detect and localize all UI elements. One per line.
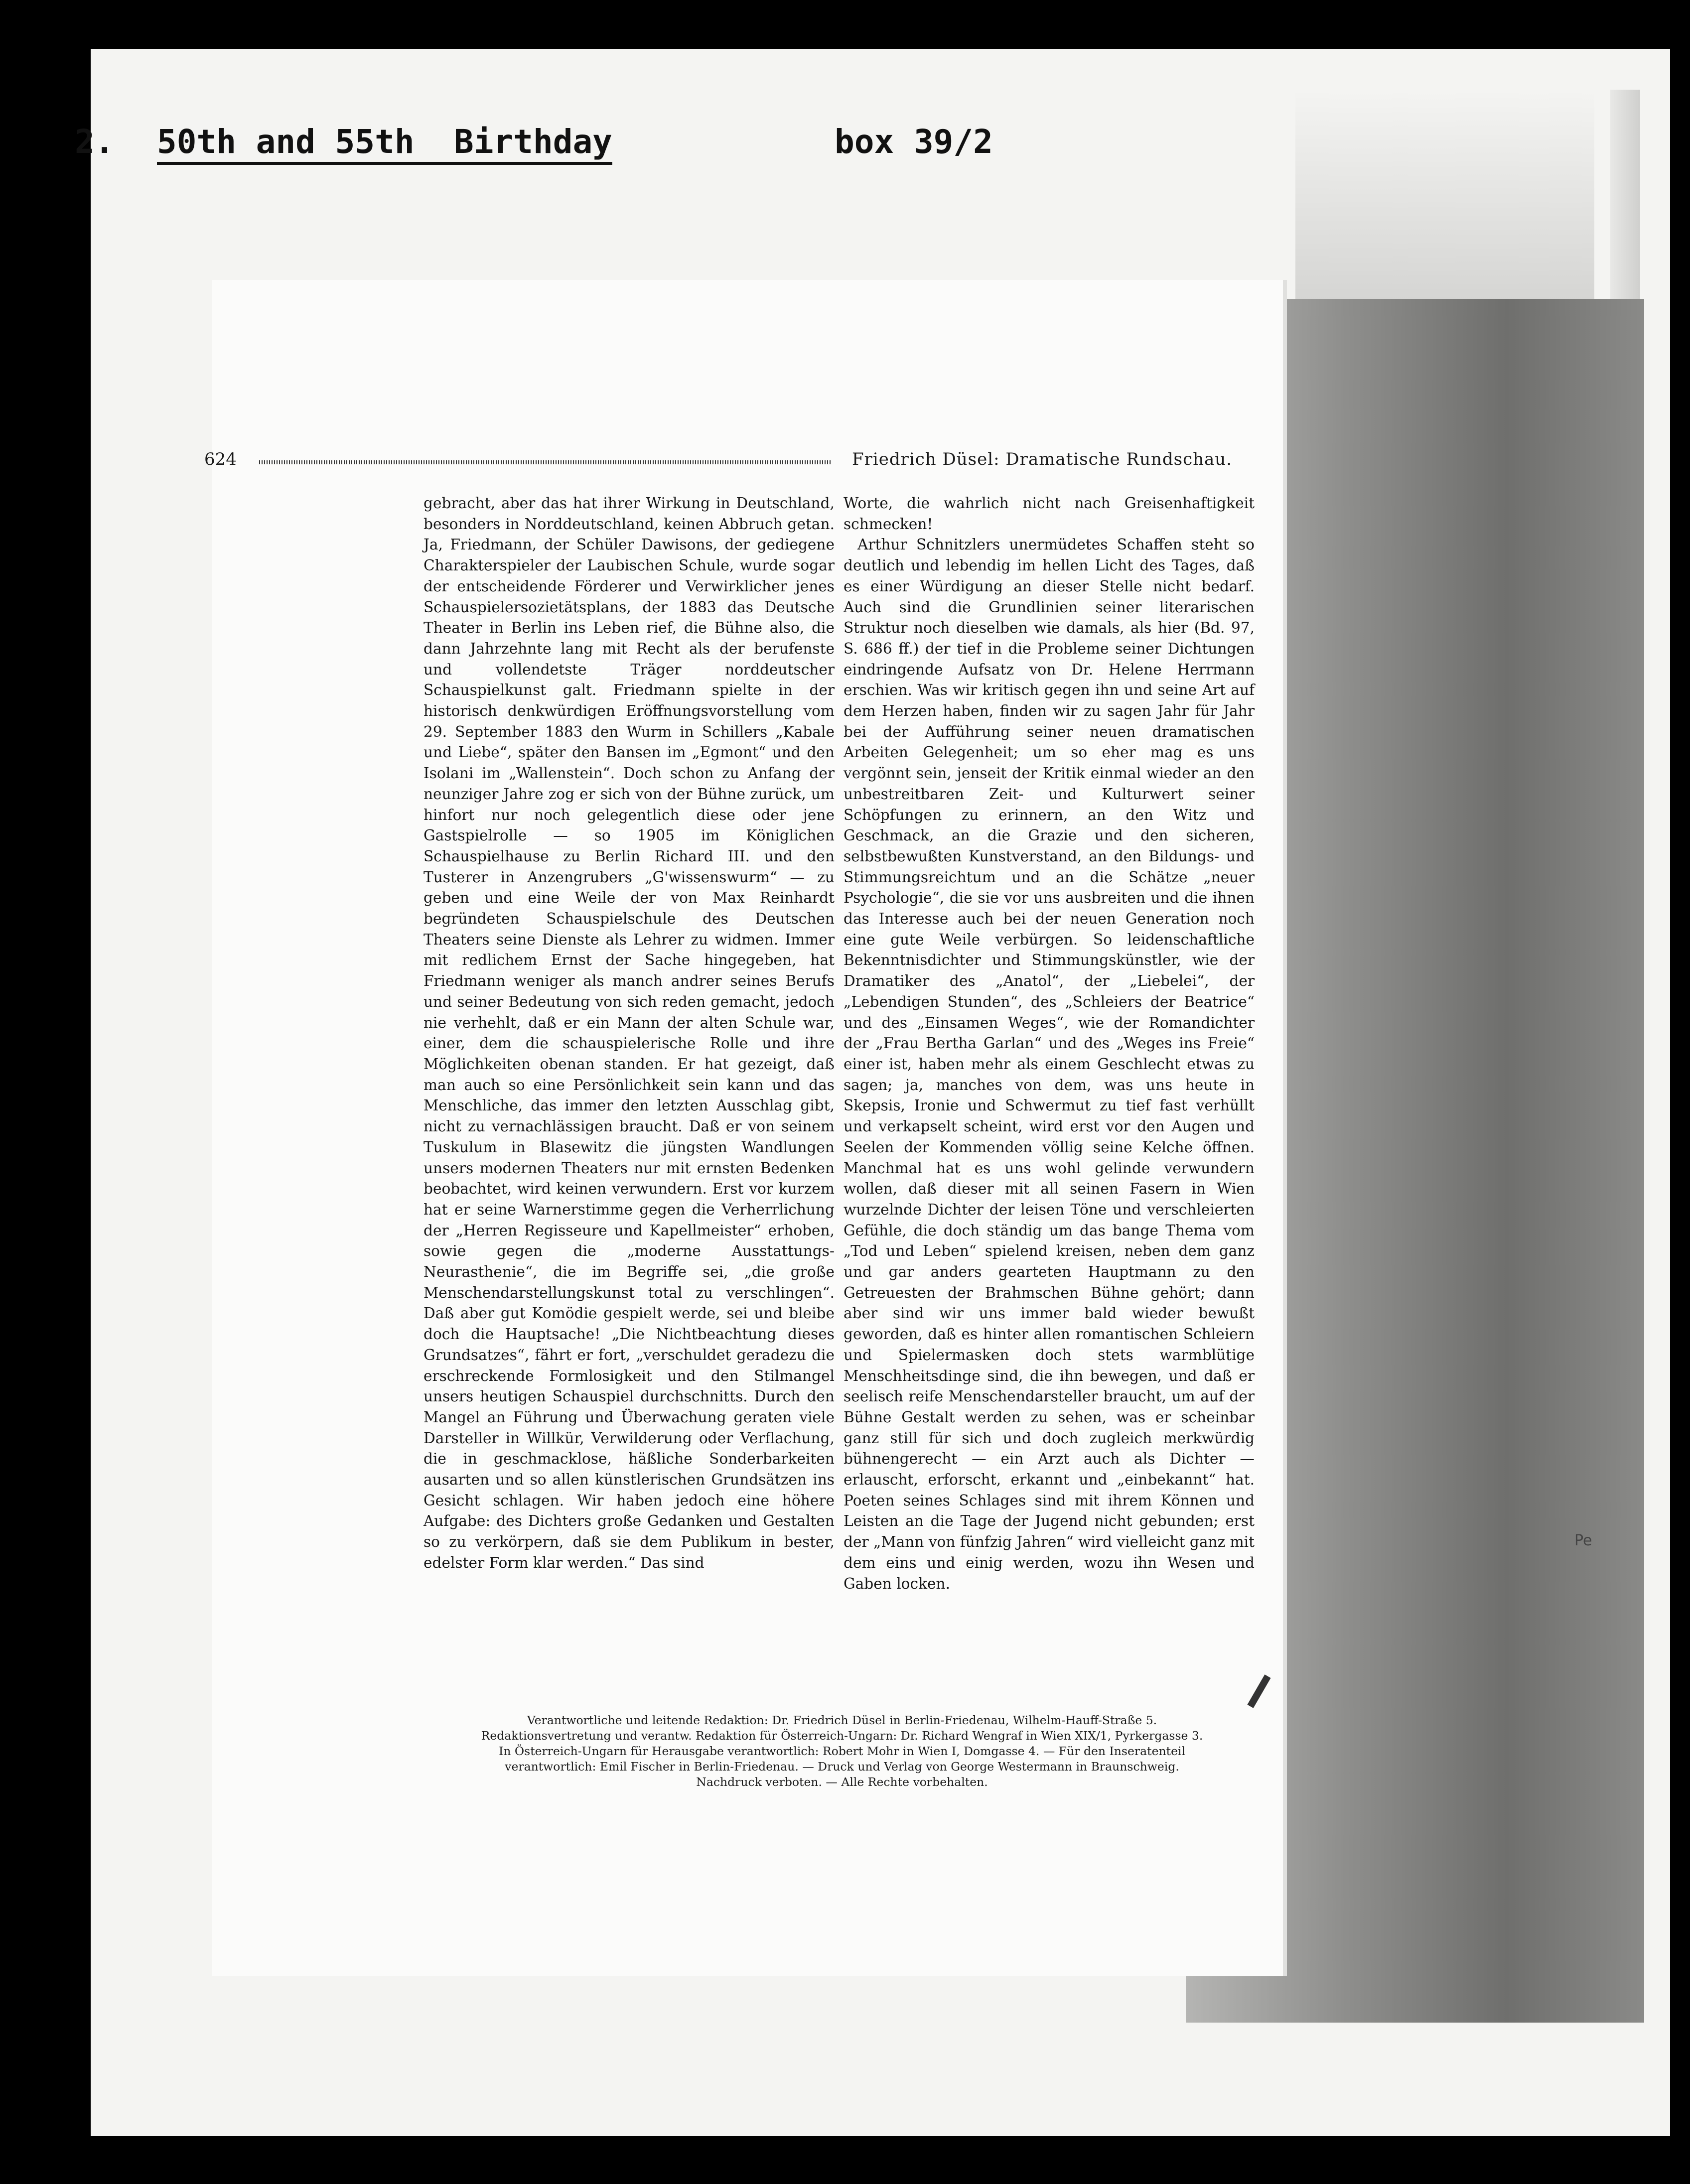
paragraph: gebracht, aber das hat ihrer Wirkung in Deutschland, besonders in Norddeutschland, keinen Abbruch getan. Ja, Friedmann, der Schüler Dawisons, der gediegene Charakterspieler der Laubischen Schule, wurde sogar der entscheidende Förderer und Verwirklicher jenes Schauspielersozietätsplans, der 1883 das Deutsche Theater in Berlin ins Leben rief, die Bühne also, die dann Jahrzehnte lang mit Recht als der berufenste und vollendetste Träger norddeutscher Schauspielkunst galt. Friedmann spielte in der historisch denkwürdigen Eröffnungsvorstellung vom 29. September 1883 den Wurm in Schillers „Kabale und Liebe“, später den Bansen im „Egmont“ und den Isolani im „Wallenstein“. Doch schon zu Anfang der neunziger Jahre zog er sich von der Bühne zurück, um hinfort nur noch gelegentlich diese oder jene Gastspielrolle — so 1905 im Königlichen Schauspielhause zu Berlin Richard III. und den Tusterer in Anzengrubers „G'wissenswurm“ — zu geben und eine Weile der von Max Reinhardt begründeten Schauspielschule des Deutschen Theaters seine Dienste als Lehrer zu widmen. Immer mit redlichem Ernst der Sache hingegeben, hat Friedmann weniger als manch andrer seines Berufs und seiner Bedeutung von sich reden gemacht, jedoch nie verhehlt, daß er ein Mann der alten Schule war, einer, dem die schauspielerische Rolle und ihre Möglichkeiten obenan standen. Er hat gezeigt, daß man auch so eine Persönlichkeit sein kann und das Menschliche, das immer den letzten Ausschlag gibt, nicht zu vernachlässigen braucht. Daß er von seinem Tuskulum in Blasewitz die jüngsten Wandlungen unsers modernen Theaters nur mit ernsten Bedenken beobachtet, wird keinen verwundern. Erst vor kurzem hat er seine Warnerstimme gegen die Verherrlichung der „Herren Regisseure und Kapellmeister“ erhoben, sowie gegen die „moderne Ausstattungs-Neurasthenie“, die im Begriffe sei, „die große Menschendarstellungskunst total zu verschlingen“. Daß aber gut Komödie gespielt werde, sei und bleibe doch die Hauptsache! „Die Nichtbeachtung dieses Grundsatzes“, fährt er fort, „verschuldet geradezu die erschreckende Formlosigkeit und den Stilmangel unsers heutigen Schauspiel durchschnitts. Durch den Mangel an Führung und Überwachung geraten viele Darsteller in Willkür, Verwilderung oder Verflachung, die in geschmacklose, häßliche Sonderbarkeiten ausarten und so allen künstlerischen Grundsätzen ins Gesicht schlagen. Wir haben jedoch eine höhere Aufgabe: des Dichters große Gedanken und Gestalten so zu verkörpern, daß sie dem Publikum in bester, edelster Form klar werden.“ Das sind [423,495,835,1571]
imprint-line: In Österreich-Ungarn für Herausgabe verantwortlich: Robert Mohr in Wien I, Domgasse 4. — Für den Inseratenteil [498,1744,1186,1758]
paragraph: Arthur Schnitzlers unermüdetes Schaffen steht so deutlich und lebendig im hellen Licht des Tages, daß es einer Würdigung an dieser Stelle nicht bedarf. Auch sind die Grundlinien seiner literarischen Struktur noch dieselben wie damals, als hier (Bd. 97, S. 686 ff.) der tief in die Probleme seiner Dichtungen eindringende Aufsatz von Dr. Helene Herrmann erschien. Was wir kritisch gegen ihn und seine Art auf dem Herzen haben, finden wir zu sagen Jahr für Jahr bei der Aufführung seiner neuen dramatischen Arbeiten Gelegenheit; um so eher mag es uns vergönnt sein, jenseit der Kritik einmal wieder an den unbestreitbaren Zeit- und Kulturwert seiner Schöpfungen zu erinnern, an den Witz und Geschmack, an die Grazie und den sicheren, selbstbewußten Kunstverstand, an den Bildungs- und Stimmungsreichtum und an die Schätze „neuer Psychologie“, die sie vor uns ausbreiten und die ihnen das Interesse auch bei der neuen Generation noch eine gute Weile verbürgen. So leidenschaftliche Bekenntnisdichter und Stimmungskünstler, wie der Dramatiker des „Anatol“, der „Liebelei“, der „Lebendigen Stunden“, des „Schleiers der Beatrice“ und des „Einsamen Weges“, wie der Romandichter der „Frau Bertha Garlan“ und des „Weges ins Freie“ einer ist, haben mehr als einem Geschlecht etwas zu sagen; ja, manches von dem, was uns heute in Skepsis, Ironie und Schwermut zu tief fast verhüllt und verkapselt scheint, wird erst vor den Augen und Seelen der Kommenden völlig seine Kelche öffnen. Manchmal hat es uns wohl gelinde verwundern wollen, daß dieser mit all seinen Fasern in Wien wurzelnde Dichter der leisen Töne und verschleierten Gefühle, die doch ständig um das bange Thema vom „Tod und Leben“ spielend kreisen, neben dem ganz und gar anders gearteten Hauptmann zu den Getreuesten der Brahmschen Bühne gehört; dann aber sind wir uns immer bald wieder bewußt geworden, daß es hinter allen romantischen Schleiern und Spielermasken doch stets warmblütige Menschheitsdinge sind, die ihn bewegen, und daß er seelisch reife Menschendarsteller braucht, um auf der Bühne Gestalt werden zu sehen, was er scheinbar ganz still für sich und doch zugleich merkwürdig bühnengerecht — ein Arzt auch als Dichter — erlauscht, erforscht, erkannt und „einbekannt“ hat. Poeten seines Schlages sind mit ihrem Können und Leisten an die Tage der Jugend nicht gebunden; erst der „Mann von fünfzig Jahren“ wird vielleicht ganz mit dem eins und einig werden, wozu ihn Wesen und Gaben locken. [844,536,1255,1592]
running-head-rule [259,460,832,464]
folder-header [75,123,993,276]
margin-note: Pe [1574,1532,1592,1549]
page-number: 624 [204,449,237,469]
folder-number: 2. [75,123,115,161]
folder-title: 50th and 55th Birthday [157,123,612,165]
imprint-line: Redaktionsvertretung und verantw. Redaktion für Österreich-Ungarn: Dr. Richard Wengraf in Wien XIX/1, Pyrkergasse 3. [481,1729,1203,1743]
box-label: box 39/2 [835,123,993,161]
imprint-line: Nachdruck verboten. — Alle Rechte vorbehalten. [696,1775,988,1789]
left-column [423,493,835,1574]
imprint-line: verantwortlich: Emil Fischer in Berlin-Friedenau. — Druck und Verlag von George Westermann in Braunschweig. [505,1760,1179,1774]
imprint-line: Verantwortliche und leitende Redaktion: Dr. Friedrich Düsel in Berlin-Friedenau, Wilhelm-Hauff-Straße 5. [527,1713,1157,1727]
paragraph: Worte, die wahrlich nicht nach Greisenhaftigkeit schmecken! [844,495,1255,533]
right-column [844,493,1255,1594]
imprint [433,1713,1251,1790]
running-head-title: Friedrich Düsel: Dramatische Rundschau. [852,449,1233,469]
running-head [204,449,1238,474]
